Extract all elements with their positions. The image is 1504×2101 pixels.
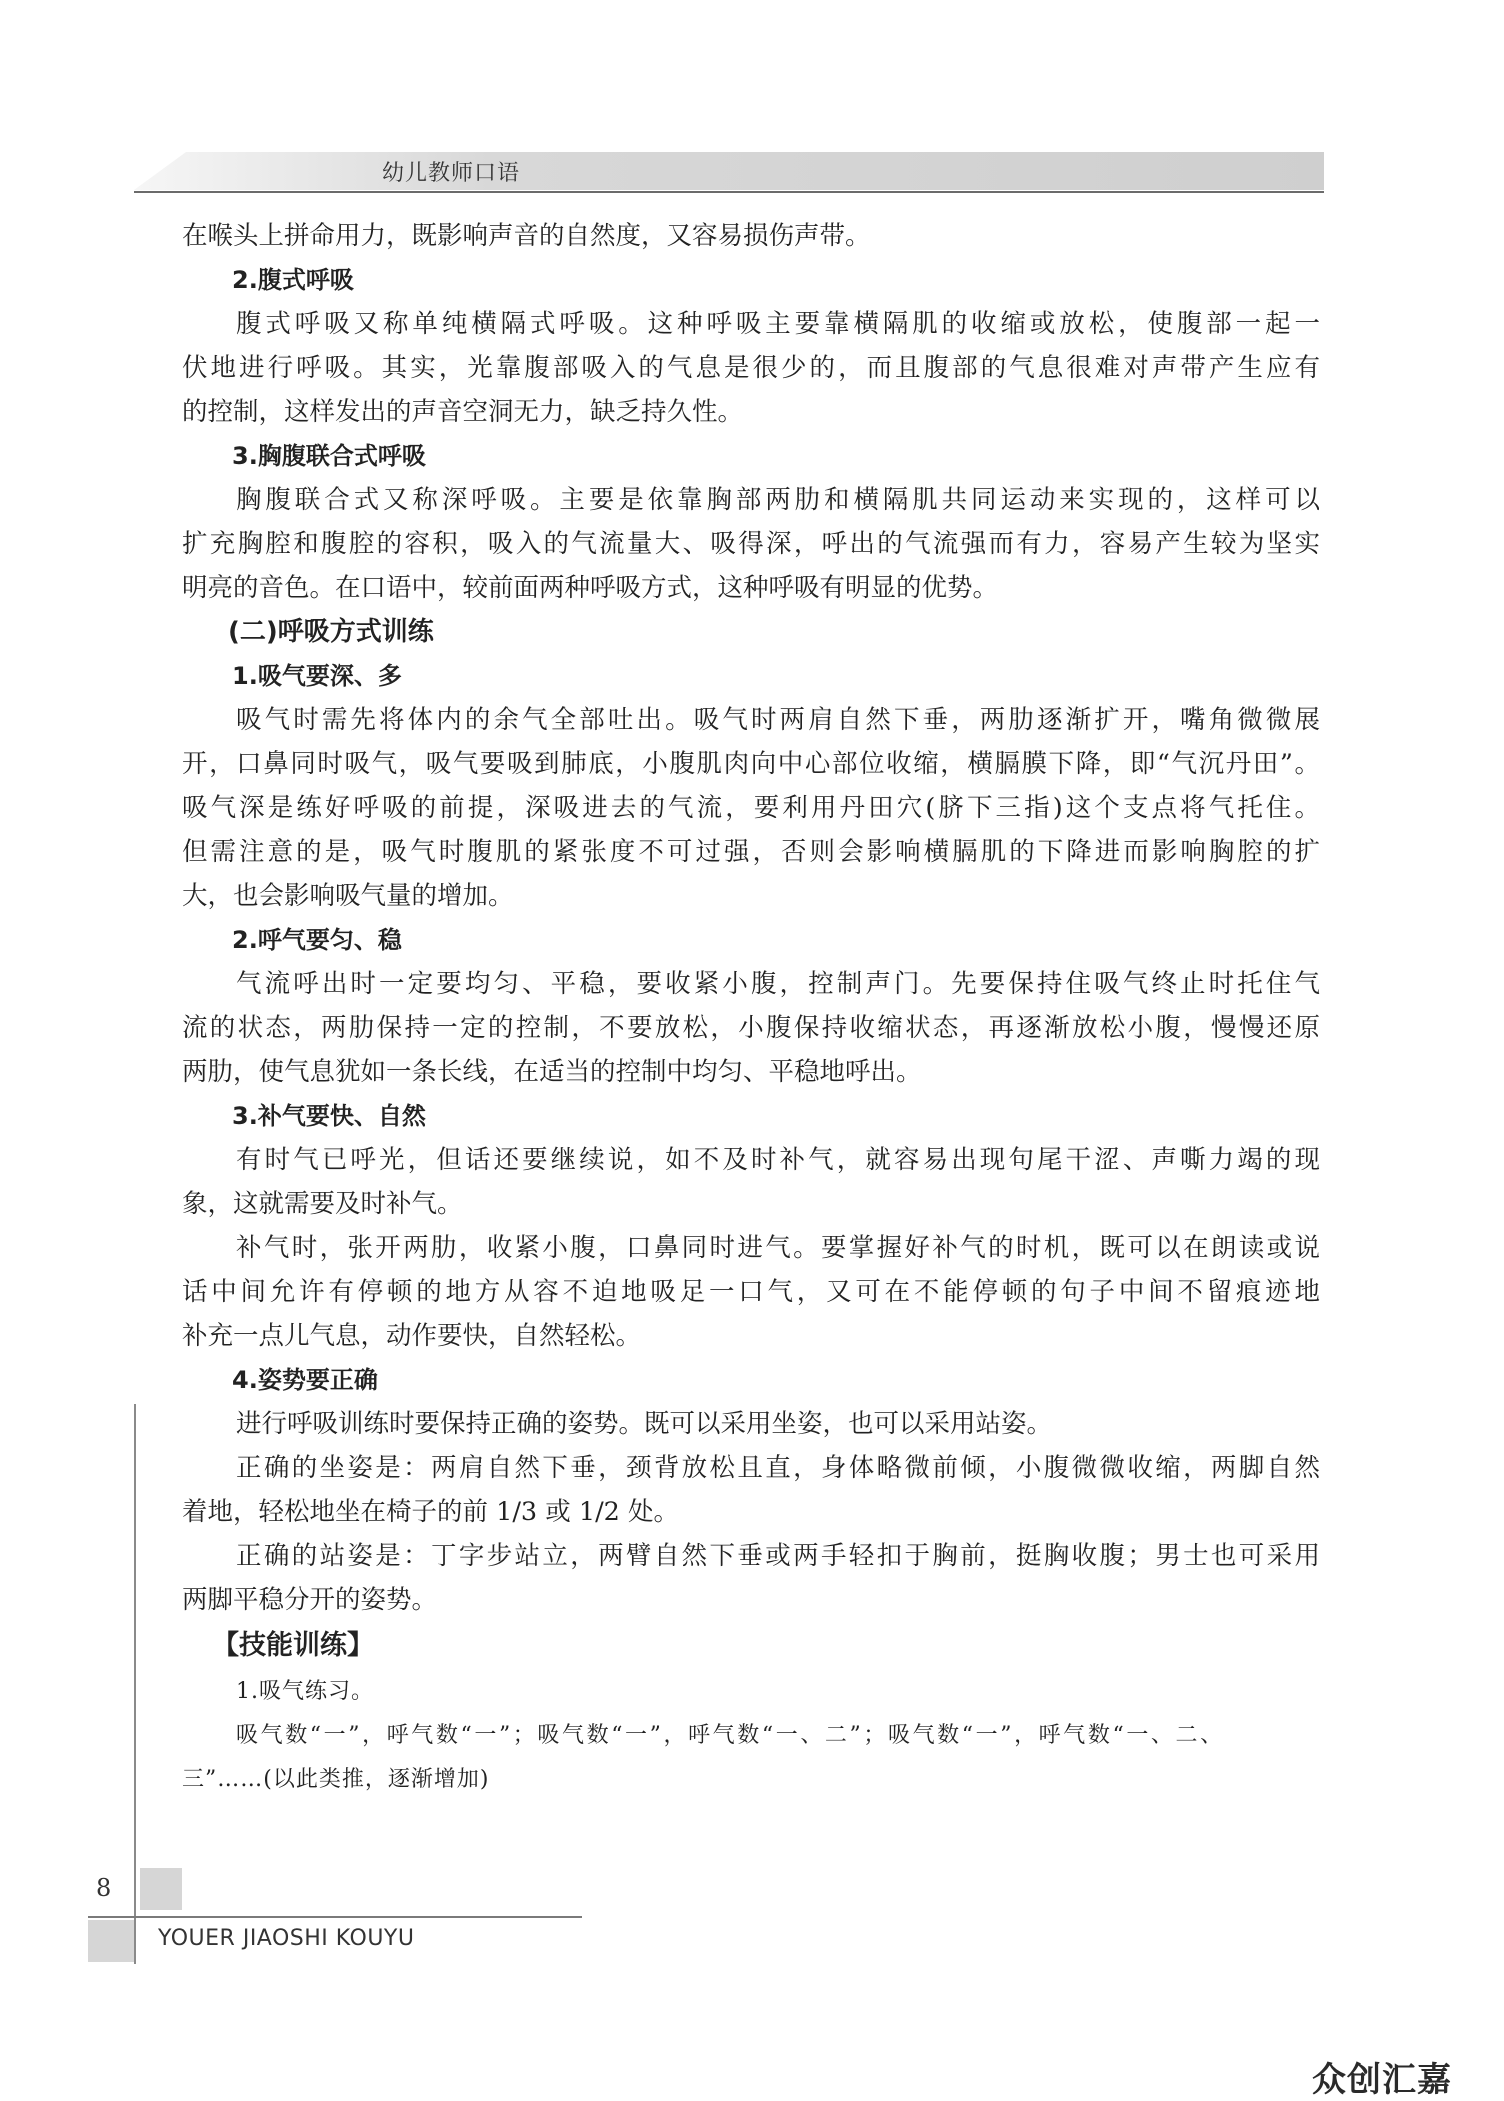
subheading-replenish-breath: 3.补气要快、自然 (232, 1102, 426, 1130)
subheading-inhale-deep: 1.吸气要深、多 (232, 662, 402, 690)
paragraph-line: 明亮的音色。在口语中，较前面两种呼吸方式，这种呼吸有明显的优势。 (182, 573, 999, 603)
watermark-logo: 众创汇嘉 (1312, 2060, 1452, 2100)
left-margin-rule (134, 1404, 136, 1964)
paragraph-line: 伏地进行呼吸。其实，光靠腹部吸入的气息是很少的，而且腹部的气息很难对声带产生应有 (182, 353, 1320, 383)
paragraph-line: 扩充胸腔和腹腔的容积，吸入的气流量大、吸得深，呼出的气流强而有力，容易产生较为坚实 (182, 529, 1320, 559)
paragraph-line: 气流呼出时一定要均匀、平稳，要收紧小腹，控制声门。先要保持住吸气终止时托住气 (236, 969, 1320, 999)
page-body (182, 214, 1320, 1802)
subheading-exhale-steady: 2.呼气要匀、稳 (232, 926, 402, 954)
skill-training-heading: 【技能训练】 (212, 1630, 374, 1661)
paragraph-line: 但需注意的是，吸气时腹肌的紧张度不可过强，否则会影响横膈肌的下降进而影响胸腔的扩 (182, 837, 1320, 867)
paragraph-line: 有时气已呼光，但话还要继续说，如不及时补气，就容易出现句尾干涩、声嘶力竭的现 (236, 1145, 1320, 1175)
exercise-line: 吸气数“一”，呼气数“一”；吸气数“一”，呼气数“一、二”；吸气数“一”，呼气数“一、二、 (236, 1723, 1225, 1748)
paragraph-line: 流的状态，两肋保持一定的控制，不要放松，小腹保持收缩状态，再逐渐放松小腹，慢慢还原 (182, 1013, 1320, 1043)
paragraph-line: 话中间允许有停顿的地方从容不迫地吸足一口气，又可在不能停顿的句子中间不留痕迹地 (182, 1277, 1320, 1307)
subheading-combined-breathing: 3.胸腹联合式呼吸 (232, 442, 426, 470)
paragraph-line: 补充一点儿气息，动作要快，自然轻松。 (182, 1321, 642, 1351)
footer-square-decoration (140, 1868, 182, 1910)
paragraph-line: 着地，轻松地坐在椅子的前 1/3 或 1/2 处。 (182, 1497, 680, 1527)
paragraph-line: 正确的坐姿是：两肩自然下垂，颈背放松且直，身体略微前倾，小腹微微收缩，两脚自然 (236, 1453, 1320, 1483)
paragraph-line: 象，这就需要及时补气。 (182, 1189, 463, 1219)
paragraph-line: 胸腹联合式又称深呼吸。主要是依靠胸部两肋和横隔肌共同运动来实现的，这样可以 (236, 485, 1320, 515)
paragraph-line: 的控制，这样发出的声音空洞无力，缺乏持久性。 (182, 397, 744, 427)
paragraph-line: 在喉头上拼命用力，既影响声音的自然度，又容易损伤声带。 (182, 221, 871, 251)
paragraph-line: 腹式呼吸又称单纯横隔式呼吸。这种呼吸主要靠横隔肌的收缩或放松，使腹部一起一 (236, 309, 1320, 339)
footer-book-title: YOUER JIAOSHI KOUYU (158, 1926, 415, 1951)
paragraph-line: 两肋，使气息犹如一条长线，在适当的控制中均匀、平稳地呼出。 (182, 1057, 922, 1087)
paragraph-line: 正确的站姿是：丁字步站立，两臂自然下垂或两手轻扣于胸前，挺胸收腹；男士也可采用 (236, 1541, 1320, 1571)
footer-rule (88, 1916, 582, 1918)
exercise-line: 三”……(以此类推，逐渐增加) (182, 1767, 490, 1792)
subheading-posture: 4.姿势要正确 (232, 1366, 378, 1394)
paragraph-line: 大，也会影响吸气量的增加。 (182, 881, 514, 911)
page-number: 8 (96, 1874, 112, 1902)
section-heading-breathing-training: (二)呼吸方式训练 (228, 617, 434, 647)
exercise-item: 1.吸气练习。 (236, 1679, 374, 1704)
paragraph-line: 进行呼吸训练时要保持正确的姿势。既可以采用坐姿，也可以采用站姿。 (236, 1409, 1053, 1439)
paragraph-line: 吸气时需先将体内的余气全部吐出。吸气时两肩自然下垂，两肋逐渐扩开，嘴角微微展 (236, 705, 1320, 735)
paragraph-line: 开，口鼻同时吸气，吸气要吸到肺底，小腹肌肉向中心部位收缩，横膈膜下降，即“气沉丹田”。 (182, 749, 1320, 779)
paragraph-line: 两脚平稳分开的姿势。 (182, 1585, 438, 1615)
header-rule (134, 191, 1324, 193)
header-band (134, 152, 1324, 190)
paragraph-line: 补气时，张开两肋，收紧小腹，口鼻同时进气。要掌握好补气的时机，既可以在朗读或说 (236, 1233, 1320, 1263)
running-header-title: 幼儿教师口语 (382, 161, 521, 186)
paragraph-line: 吸气深是练好呼吸的前提，深吸进去的气流，要利用丹田穴(脐下三指)这个支点将气托住。 (182, 793, 1320, 823)
footer-block-decoration (88, 1920, 134, 1962)
subheading-abdominal-breathing: 2.腹式呼吸 (232, 266, 354, 294)
